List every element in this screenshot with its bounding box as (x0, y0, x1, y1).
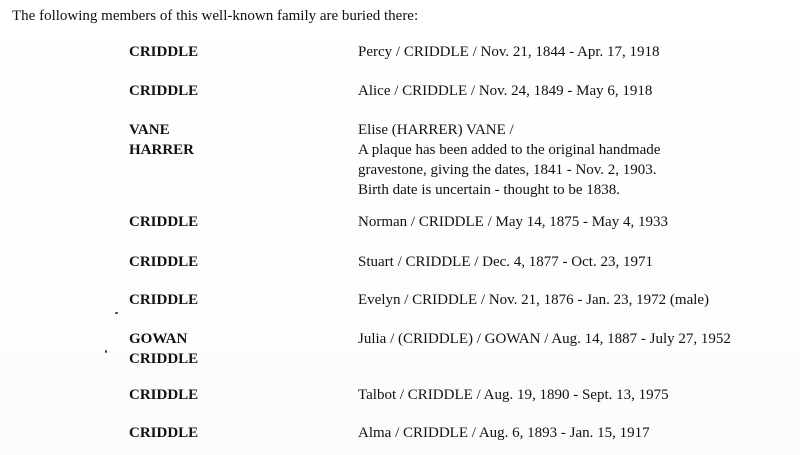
burial-record (358, 81, 652, 101)
record-line: Evelyn / CRIDDLE / Nov. 21, 1876 - Jan. 23, 1972 (male) (358, 292, 710, 308)
burial-record (358, 290, 709, 310)
surname: GOWAN (129, 331, 188, 347)
surname-column (129, 329, 198, 369)
surname-column (129, 42, 198, 62)
surname-column (129, 81, 198, 101)
record-line: gravestone, giving the dates, 1841 - Nov. 2, 1903. (358, 162, 657, 178)
burial-record (358, 120, 660, 200)
record-line: Alma / CRIDDLE / Aug. 6, 1893 - Jan. 15, 1917 (358, 425, 650, 441)
surname: CRIDDLE (129, 387, 199, 403)
surname: CRIDDLE (129, 254, 199, 270)
surname-column (129, 385, 198, 405)
surname: VANE (129, 122, 170, 138)
surname-column (129, 120, 194, 160)
burial-record (358, 385, 669, 405)
surname: HARRER (129, 142, 195, 158)
surname-column (129, 252, 198, 272)
surname: CRIDDLE (129, 292, 199, 308)
surname-column (129, 290, 198, 310)
surname: CRIDDLE (129, 44, 199, 60)
scan-speck (115, 312, 118, 314)
scan-speck (105, 350, 107, 353)
surname: CRIDDLE (129, 351, 199, 367)
intro-text: The following members of this well-known family are buried there: (12, 8, 419, 24)
record-line: Percy / CRIDDLE / Nov. 21, 1844 - Apr. 17, 1918 (358, 44, 660, 60)
burial-record (358, 329, 731, 349)
record-line: A plaque has been added to the original handmade (358, 142, 661, 158)
record-line: Elise (HARRER) VANE / (358, 122, 514, 138)
burial-record (358, 42, 660, 62)
surname: CRIDDLE (129, 214, 199, 230)
surname: CRIDDLE (129, 83, 199, 99)
surname-column (129, 212, 198, 232)
record-line: Stuart / CRIDDLE / Dec. 4, 1877 - Oct. 23, 1971 (358, 254, 653, 270)
surname: CRIDDLE (129, 425, 199, 441)
surname-column (129, 423, 198, 443)
record-line: Birth date is uncertain - thought to be 1838. (358, 182, 621, 198)
burial-record (358, 252, 653, 272)
record-line: Julia / (CRIDDLE) / GOWAN / Aug. 14, 1887 - July 27, 1952 (358, 331, 731, 347)
burial-record (358, 212, 668, 232)
record-line: Norman / CRIDDLE / May 14, 1875 - May 4, 1933 (358, 214, 668, 230)
burial-record (358, 423, 650, 443)
record-line: Alice / CRIDDLE / Nov. 24, 1849 - May 6, 1918 (358, 83, 653, 99)
record-line: Talbot / CRIDDLE / Aug. 19, 1890 - Sept. 13, 1975 (358, 387, 669, 403)
